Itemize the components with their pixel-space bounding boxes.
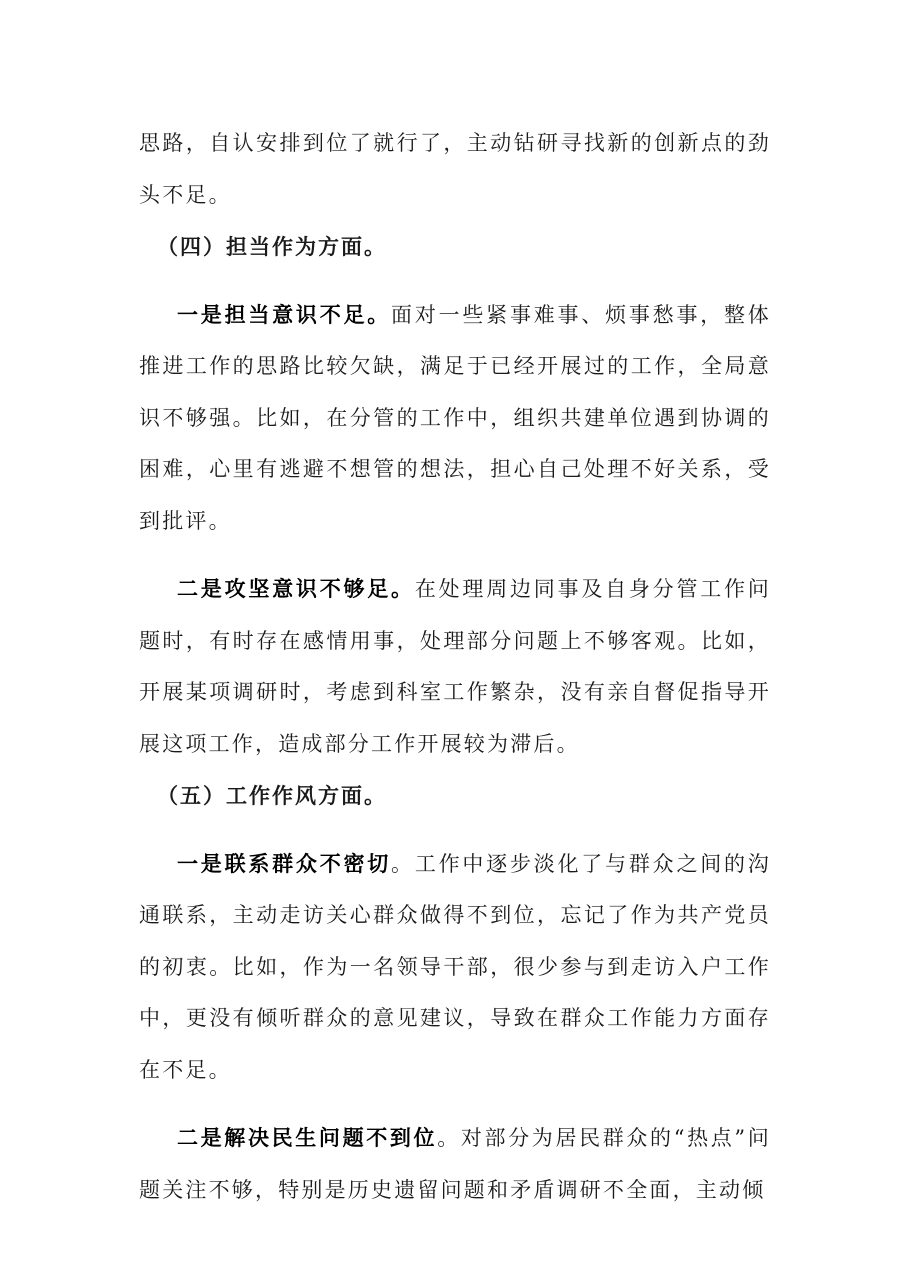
paragraph-lead: 二是解决民生问题不到位: [177, 1125, 438, 1150]
paragraph-tackling-awareness: [139, 563, 771, 770]
paragraph-continuation: [139, 118, 771, 221]
section-heading-four: （四）担当作为方面。: [157, 234, 387, 259]
paragraph-lead: 一是担当意识不足。: [177, 301, 392, 327]
document-body: [139, 118, 771, 1216]
paragraph-text: 。工作中逐步淡化了与群众之间的沟通联系，主动走访关心群众做得不到位，忘记了作为共产党员的初衷。比如，作为一名领导干部，很少参与到走访入户工作中，更没有倾听群众的意见建议，导致在群众工作能力方面存在不足。: [139, 851, 771, 1082]
paragraph-text: 。对部分为居民群众的“热点”问题关注不够，特别是历史遗留问题和矛盾调研不全面，主动倾: [139, 1126, 771, 1202]
section-heading-five: （五）工作作风方面。: [157, 783, 387, 808]
paragraph-text: 面对一些紧事难事、烦事愁事，整体推进工作的思路比较欠缺，满足于已经开展过的工作，全局意识不够强。比如，在分管的工作中，组织共建单位遇到协调的困难，心里有逃避不想管的想法，担心自己处理不好关系，受到批评。: [139, 302, 771, 533]
paragraph-text: 思路，自认安排到位了就行了，主动钻研寻找新的创新点的劲头不足。: [139, 131, 771, 207]
paragraph-lead: 二是攻坚意识不够足。: [177, 576, 415, 601]
paragraph-responsibility-awareness: [139, 289, 771, 548]
paragraph-livelihood-issues: [139, 1112, 771, 1216]
paragraph-lead: 一是联系群众不密切: [177, 850, 392, 876]
paragraph-contact-masses: [139, 838, 771, 1097]
paragraph-text: 在处理周边同事及自身分管工作问题时，有时存在感情用事，处理部分问题上不够客观。比如，开展某项调研时，考虑到科室工作繁杂，没有亲自督促指导开展这项工作，造成部分工作开展较为滞后。: [139, 577, 772, 756]
